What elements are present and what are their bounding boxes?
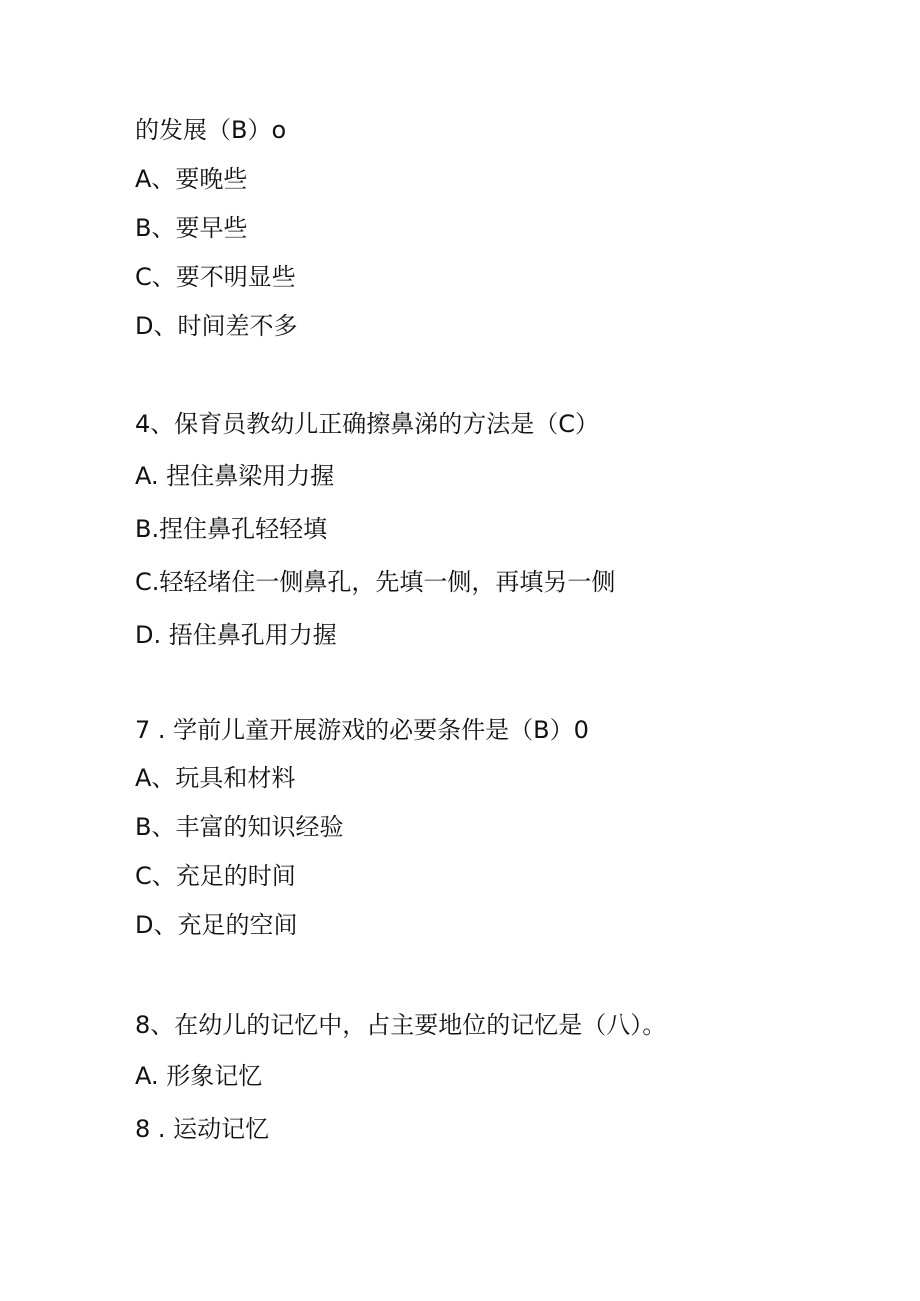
- q7-option-a: A、玩具和材料: [135, 764, 296, 792]
- question-4: 4、保育员教幼儿正确擦鼻涕的方法是（C）: [135, 410, 600, 438]
- option-c: C、要不明显些: [135, 263, 296, 291]
- question-8: 8、在幼儿的记忆中，占主要地位的记忆是（八）。: [135, 1011, 667, 1039]
- option-d: D、时间差不多: [135, 312, 298, 340]
- option-b: B、要早些: [135, 214, 248, 242]
- question-7: 7 . 学前儿童开展游戏的必要条件是（B）0: [135, 716, 589, 744]
- q4-option-a: A. 捏住鼻梁用力握: [135, 462, 335, 490]
- q7-option-c: C、充足的时间: [135, 862, 296, 890]
- q8-option-b: 8 . 运动记忆: [135, 1115, 270, 1143]
- q4-option-d: D. 捂住鼻孔用力握: [135, 621, 337, 649]
- q8-option-a: A. 形象记忆: [135, 1062, 263, 1090]
- q4-option-c: C.轻轻堵住一侧鼻孔，先填一侧，再填另一侧: [135, 568, 616, 596]
- q7-option-b: B、丰富的知识经验: [135, 813, 344, 841]
- q7-option-d: D、充足的空间: [135, 911, 298, 939]
- option-a: A、要晚些: [135, 165, 248, 193]
- q-continuation-text: 的发展（B）o: [135, 116, 287, 144]
- q4-option-b: B.捏住鼻孔轻轻填: [135, 515, 328, 543]
